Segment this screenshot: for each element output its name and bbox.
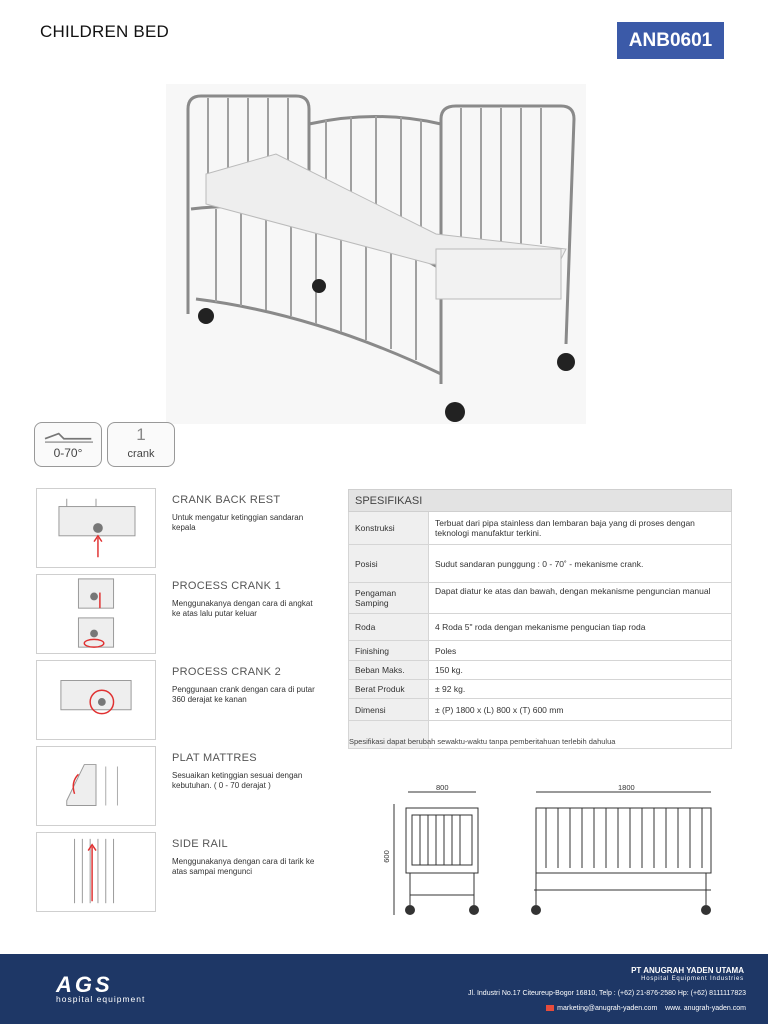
feature-thumbnail [36,488,156,568]
height-dimension-label: 600 [381,850,391,863]
spec-key: Konstruksi [349,512,429,545]
feature-description: Sesuaikan ketinggian sesuai dengan kebutuhan. ( 0 - 70 derajat ) [172,771,303,790]
feature-side-rail [36,832,316,910]
feature-title: PLAT MATTRES [172,752,257,764]
feature-description: Menggunakanya dengan cara di tarik ke atas sampai mengunci [172,857,315,876]
feature-title: SIDE RAIL [172,838,228,850]
table-row [349,614,732,641]
spec-disclaimer: Spesifikasi dapat berubah sewaktu-waktu tanpa pemberitahuan terlebih dahulua [349,737,616,746]
spec-value: Poles [429,641,732,661]
side-rail-icon [37,833,155,911]
spec-value: ± 92 kg. [429,680,732,699]
website-link[interactable]: www. anugrah-yaden.com [665,1005,746,1012]
spec-key: Roda [349,614,429,641]
feature-thumbnail [36,832,156,912]
spec-value: 4 Roda 5" roda dengan mekanisme pengucian tiap roda [429,614,732,641]
backrest-angle-badge [34,422,102,467]
product-code-badge: ANB0601 [617,22,724,59]
process-crank-2-icon [37,661,155,739]
table-row [349,512,732,545]
product-image [166,84,586,424]
email-link[interactable]: marketing@anugrah-yaden.com [557,1005,658,1012]
spec-value: 150 kg. [429,661,732,680]
backrest-angle-label: 0-70° [53,446,83,460]
children-bed-illustration [166,84,586,424]
feature-thumbnail [36,574,156,654]
crank-back-rest-icon [37,489,155,567]
company-subtitle: Hospital Equipment Industries [641,976,744,982]
feature-plat-mattres [36,746,316,824]
feature-description: Untuk mengatur ketinggian sandaran kepala [172,513,304,532]
spec-header-row [349,490,732,512]
feature-description: Penggunaan crank dengan cara di putar 360 derajat ke kanan [172,685,315,704]
feature-crank-back-rest [36,488,316,566]
spec-value: Terbuat dari pipa stainless dan lembaran baja yang di proses dengan teknologi manufaktur terkini. [429,512,732,545]
feature-thumbnail [36,746,156,826]
table-row [349,583,732,614]
table-row [349,680,732,699]
plat-mattres-icon [37,747,155,825]
feature-process-crank-1 [36,574,316,652]
feature-title: CRANK BACK REST [172,494,281,506]
spec-table [348,489,732,749]
feature-thumbnail [36,660,156,740]
table-row [349,545,732,583]
company-name: PT ANUGRAH YADEN UTAMA [631,966,744,975]
crank-count-badge [107,422,175,467]
spec-key: Beban Maks. [349,661,429,680]
spec-value: Sudut sandaran punggung : 0 - 70˚ - mekanisme crank. [429,545,732,583]
spec-heading: SPESIFIKASI [349,490,732,512]
mail-icon [546,1005,554,1011]
feature-title: PROCESS CRANK 2 [172,666,282,678]
brand-tagline: hospital equipment [56,994,146,1004]
company-address: Jl. Industri No.17 Citeureup-Bogor 16810, Telp : (+62) 21-876-2580 Hp: (+62) 8111117823 [468,990,746,997]
footer [0,954,768,1024]
spec-key: Posisi [349,545,429,583]
contact-line [546,1005,746,1012]
feature-process-crank-2 [36,660,316,738]
spec-key: Berat Produk [349,680,429,699]
spec-value: ± (P) 1800 x (L) 800 x (T) 600 mm [429,699,732,721]
table-row [349,699,732,721]
side-view-icon [516,780,716,920]
feature-title: PROCESS CRANK 1 [172,580,282,592]
spec-value: Dapat diatur ke atas dan bawah, dengan mekanisme penguncian manual [429,583,732,614]
length-dimension-label: 1800 [618,783,635,792]
page-title: CHILDREN BED [40,22,169,41]
brand-logo: AGS [56,972,113,997]
width-dimension-label: 800 [436,783,449,792]
crank-count-value: 1 [136,425,146,444]
spec-key: Finishing [349,641,429,661]
side-view-drawing [516,780,716,920]
spec-key: Dimensi [349,699,429,721]
spec-key: Pengaman Samping [349,583,429,614]
front-view-icon [386,780,496,920]
crank-count-label: crank [127,448,155,460]
process-crank-1-icon [37,575,155,653]
table-row [349,641,732,661]
feature-description: Menggunakanya dengan cara di angkat ke atas lalu putar keluar [172,599,313,618]
table-row [349,661,732,680]
front-view-drawing [386,780,496,920]
